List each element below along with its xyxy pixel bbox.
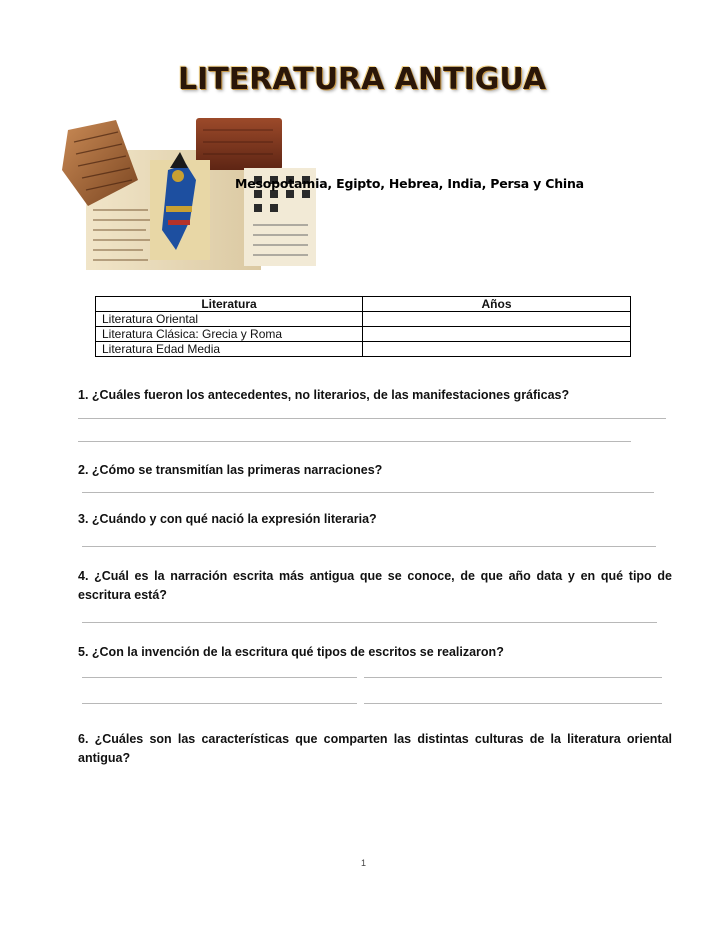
question-1: 1. ¿Cuáles fueron los antecedentes, no literarios, de las manifestaciones gráficas? — [78, 388, 570, 402]
page-number: 1 — [361, 858, 367, 868]
header-literatura: Literatura — [96, 297, 363, 312]
row-label: Literatura Oriental — [96, 312, 363, 327]
answer-line[interactable] — [364, 677, 662, 678]
answer-line[interactable] — [364, 703, 662, 704]
answer-line[interactable] — [82, 703, 357, 704]
ancient-writings-collage-image — [58, 110, 320, 280]
row-label: Literatura Edad Media — [96, 342, 363, 357]
page-title: LITERATURA ANTIGUA — [178, 62, 547, 97]
answer-line[interactable] — [78, 441, 631, 442]
question-3: 3. ¿Cuándo y con qué nació la expresión literaria? — [78, 512, 377, 526]
subtitle: Mesopotamia, Egipto, Hebrea, India, Persa y China — [235, 176, 584, 191]
table-row — [96, 312, 631, 327]
table-row — [96, 327, 631, 342]
question-5: 5. ¿Con la invención de la escritura qué tipos de escritos se realizaron? — [78, 645, 504, 659]
years-cell[interactable] — [363, 342, 631, 357]
question-4: 4. ¿Cuál es la narración escrita más antigua que se conoce, de que año data y en qué tipo de escritura está? — [78, 569, 672, 602]
answer-line[interactable] — [82, 677, 357, 678]
answer-line[interactable] — [78, 418, 666, 419]
years-cell[interactable] — [363, 327, 631, 342]
question-2: 2. ¿Cómo se transmitían las primeras narraciones? — [78, 463, 383, 477]
answer-line[interactable] — [82, 492, 654, 493]
years-cell[interactable] — [363, 312, 631, 327]
header-anos: Años — [363, 297, 631, 312]
answer-line[interactable] — [82, 622, 657, 623]
answer-line[interactable] — [82, 546, 656, 547]
table-row — [96, 342, 631, 357]
question-6: 6. ¿Cuáles son las características que comparten las distintas culturas de la literatura oriental antigua? — [78, 732, 672, 765]
literature-years-table — [95, 296, 631, 357]
row-label: Literatura Clásica: Grecia y Roma — [96, 327, 363, 342]
